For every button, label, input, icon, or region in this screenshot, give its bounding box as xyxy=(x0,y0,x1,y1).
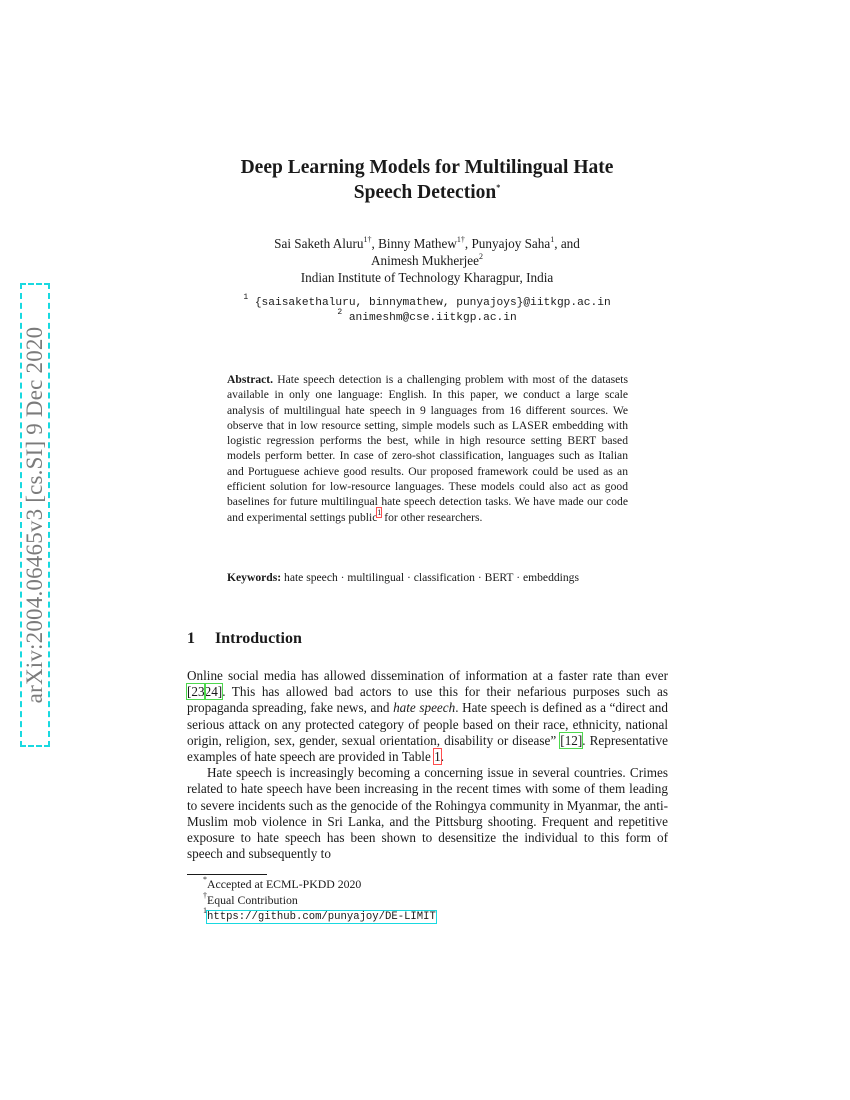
footnote xyxy=(203,877,436,893)
footnote xyxy=(203,908,436,926)
paragraph-text: . This has allowed bad actors to use this for their nefarious purposes such as propaganda spreading, fake news, and xyxy=(187,684,668,716)
paragraph-text: . Representative examples of hate speech are provided in Table xyxy=(187,732,668,765)
author-name: Punyajoy Saha xyxy=(471,236,551,251)
citation-link[interactable]: [12] xyxy=(560,732,583,748)
email-sup: 1 xyxy=(243,293,249,303)
keywords-label: Keywords: xyxy=(227,571,282,584)
author-conjunction: and xyxy=(560,236,580,251)
title-footnote-mark: * xyxy=(496,182,501,192)
author-name: Animesh Mukherjee xyxy=(370,253,480,268)
author-name: Binny Mathew xyxy=(378,236,457,251)
paragraph-text: . xyxy=(440,749,444,765)
author-sup: 1 xyxy=(550,234,555,244)
citation-link[interactable]: [23 xyxy=(187,684,205,700)
keywords xyxy=(227,570,628,585)
title-line-2: Speech Detection xyxy=(353,182,497,203)
email-line: animeshm@cse.iitkgp.ac.in xyxy=(348,312,517,324)
paragraph-text: . Hate speech is defined as a “direct and serious attack on any protected category of people based on their race, ethnicity, national origin, religion, sex, gender, sexual orientation, disability or disease” xyxy=(187,700,668,748)
abstract-text: Hate speech detection is a challenging problem with most of the datasets available in only one language: English. In this paper, we conduct a large scale analysis of multilingual hate speech in 9 languages from 16 different sources. We observe that in low resource setting, simple models such as LASER embedding with logistic regression performs the best, while in high resource setting BERT based models perform better. In case of zero-shot classification, languages such as Italian and Portuguese achieve good results. Our proposed framework could be used as an efficient solution for low-resource languages. These models could also act as good baselines for future multilingual hate speech detection tasks. We have made our code and experimental settings public xyxy=(227,373,628,524)
section-title: Introduction xyxy=(215,630,302,647)
citation-link[interactable]: 24] xyxy=(204,684,223,700)
table-reference-link[interactable]: 1 xyxy=(434,749,441,765)
paper-title xyxy=(180,155,674,205)
emphasis-text: hate speech xyxy=(393,700,456,716)
paragraph: Hate speech is increasingly becoming a concerning issue in several countries. Crimes related to hate speech have been increasing in the recent times with some of them leading to severe incidents such as the genocide of the Rohingya community in Myanmar, the anti-Muslim mob violence in Sri Lanka, and the Pittsburg shooting. Frequent and repetitive exposure to hate speech has been shown to desensitize the individual to this form of speech and subsequently to xyxy=(187,765,668,862)
footnote-mark: 1 xyxy=(203,906,207,916)
paragraph xyxy=(187,668,668,765)
footnote-url-link[interactable]: https://github.com/punyajoy/DE-LIMIT xyxy=(207,911,436,923)
author-block: Sai Saketh Aluru$^{1\dagger}$, Binny Mathew$^{1\dagger}$, Punyajoy Saha$^1$, and Animesh Mukherjee$^2$ Indian Institute of Technology Kharagpur, India xyxy=(180,235,674,286)
abstract xyxy=(227,372,628,525)
intro-body xyxy=(187,668,668,862)
footnote-text: Equal Contribution xyxy=(207,892,298,907)
abstract-label: Abstract. xyxy=(227,373,274,386)
arxiv-stamp[interactable] xyxy=(20,283,50,747)
footnote-mark: † xyxy=(203,890,207,900)
email-sup: 2 xyxy=(337,308,343,318)
author-name: Sai Saketh Aluru xyxy=(274,236,364,251)
footnotes xyxy=(203,877,436,926)
email-line: {saisakethaluru, binnymathew, punyajoys}@iitkgp.ac.in xyxy=(254,297,611,309)
footnote-mark: * xyxy=(203,875,207,885)
author-sup: 2 xyxy=(479,251,484,261)
footnote-link[interactable]: 1 xyxy=(377,507,382,517)
author-sup: 1† xyxy=(363,234,372,244)
keywords-text: hate speech · multilingual · classification · BERT · embeddings xyxy=(284,571,579,584)
section-number: 1 xyxy=(187,630,195,647)
title-line-1: Deep Learning Models for Multilingual Hate xyxy=(240,157,614,178)
footnote xyxy=(203,890,436,909)
arxiv-identifier: arXiv:2004.06465v3 [cs.SI] 9 Dec 2020 xyxy=(22,326,47,704)
abstract-text-end: for other researchers. xyxy=(381,510,483,524)
affiliation: Indian Institute of Technology Kharagpur, India xyxy=(300,270,554,285)
footnote-text: Accepted at ECML-PKDD 2020 xyxy=(207,877,362,891)
paragraph-text: Online social media has allowed dissemination of information at a faster rate than ever xyxy=(187,668,668,683)
email-block xyxy=(180,293,674,326)
footnote-divider xyxy=(187,874,267,875)
section-heading xyxy=(187,630,302,648)
author-sup: 1† xyxy=(456,234,465,244)
